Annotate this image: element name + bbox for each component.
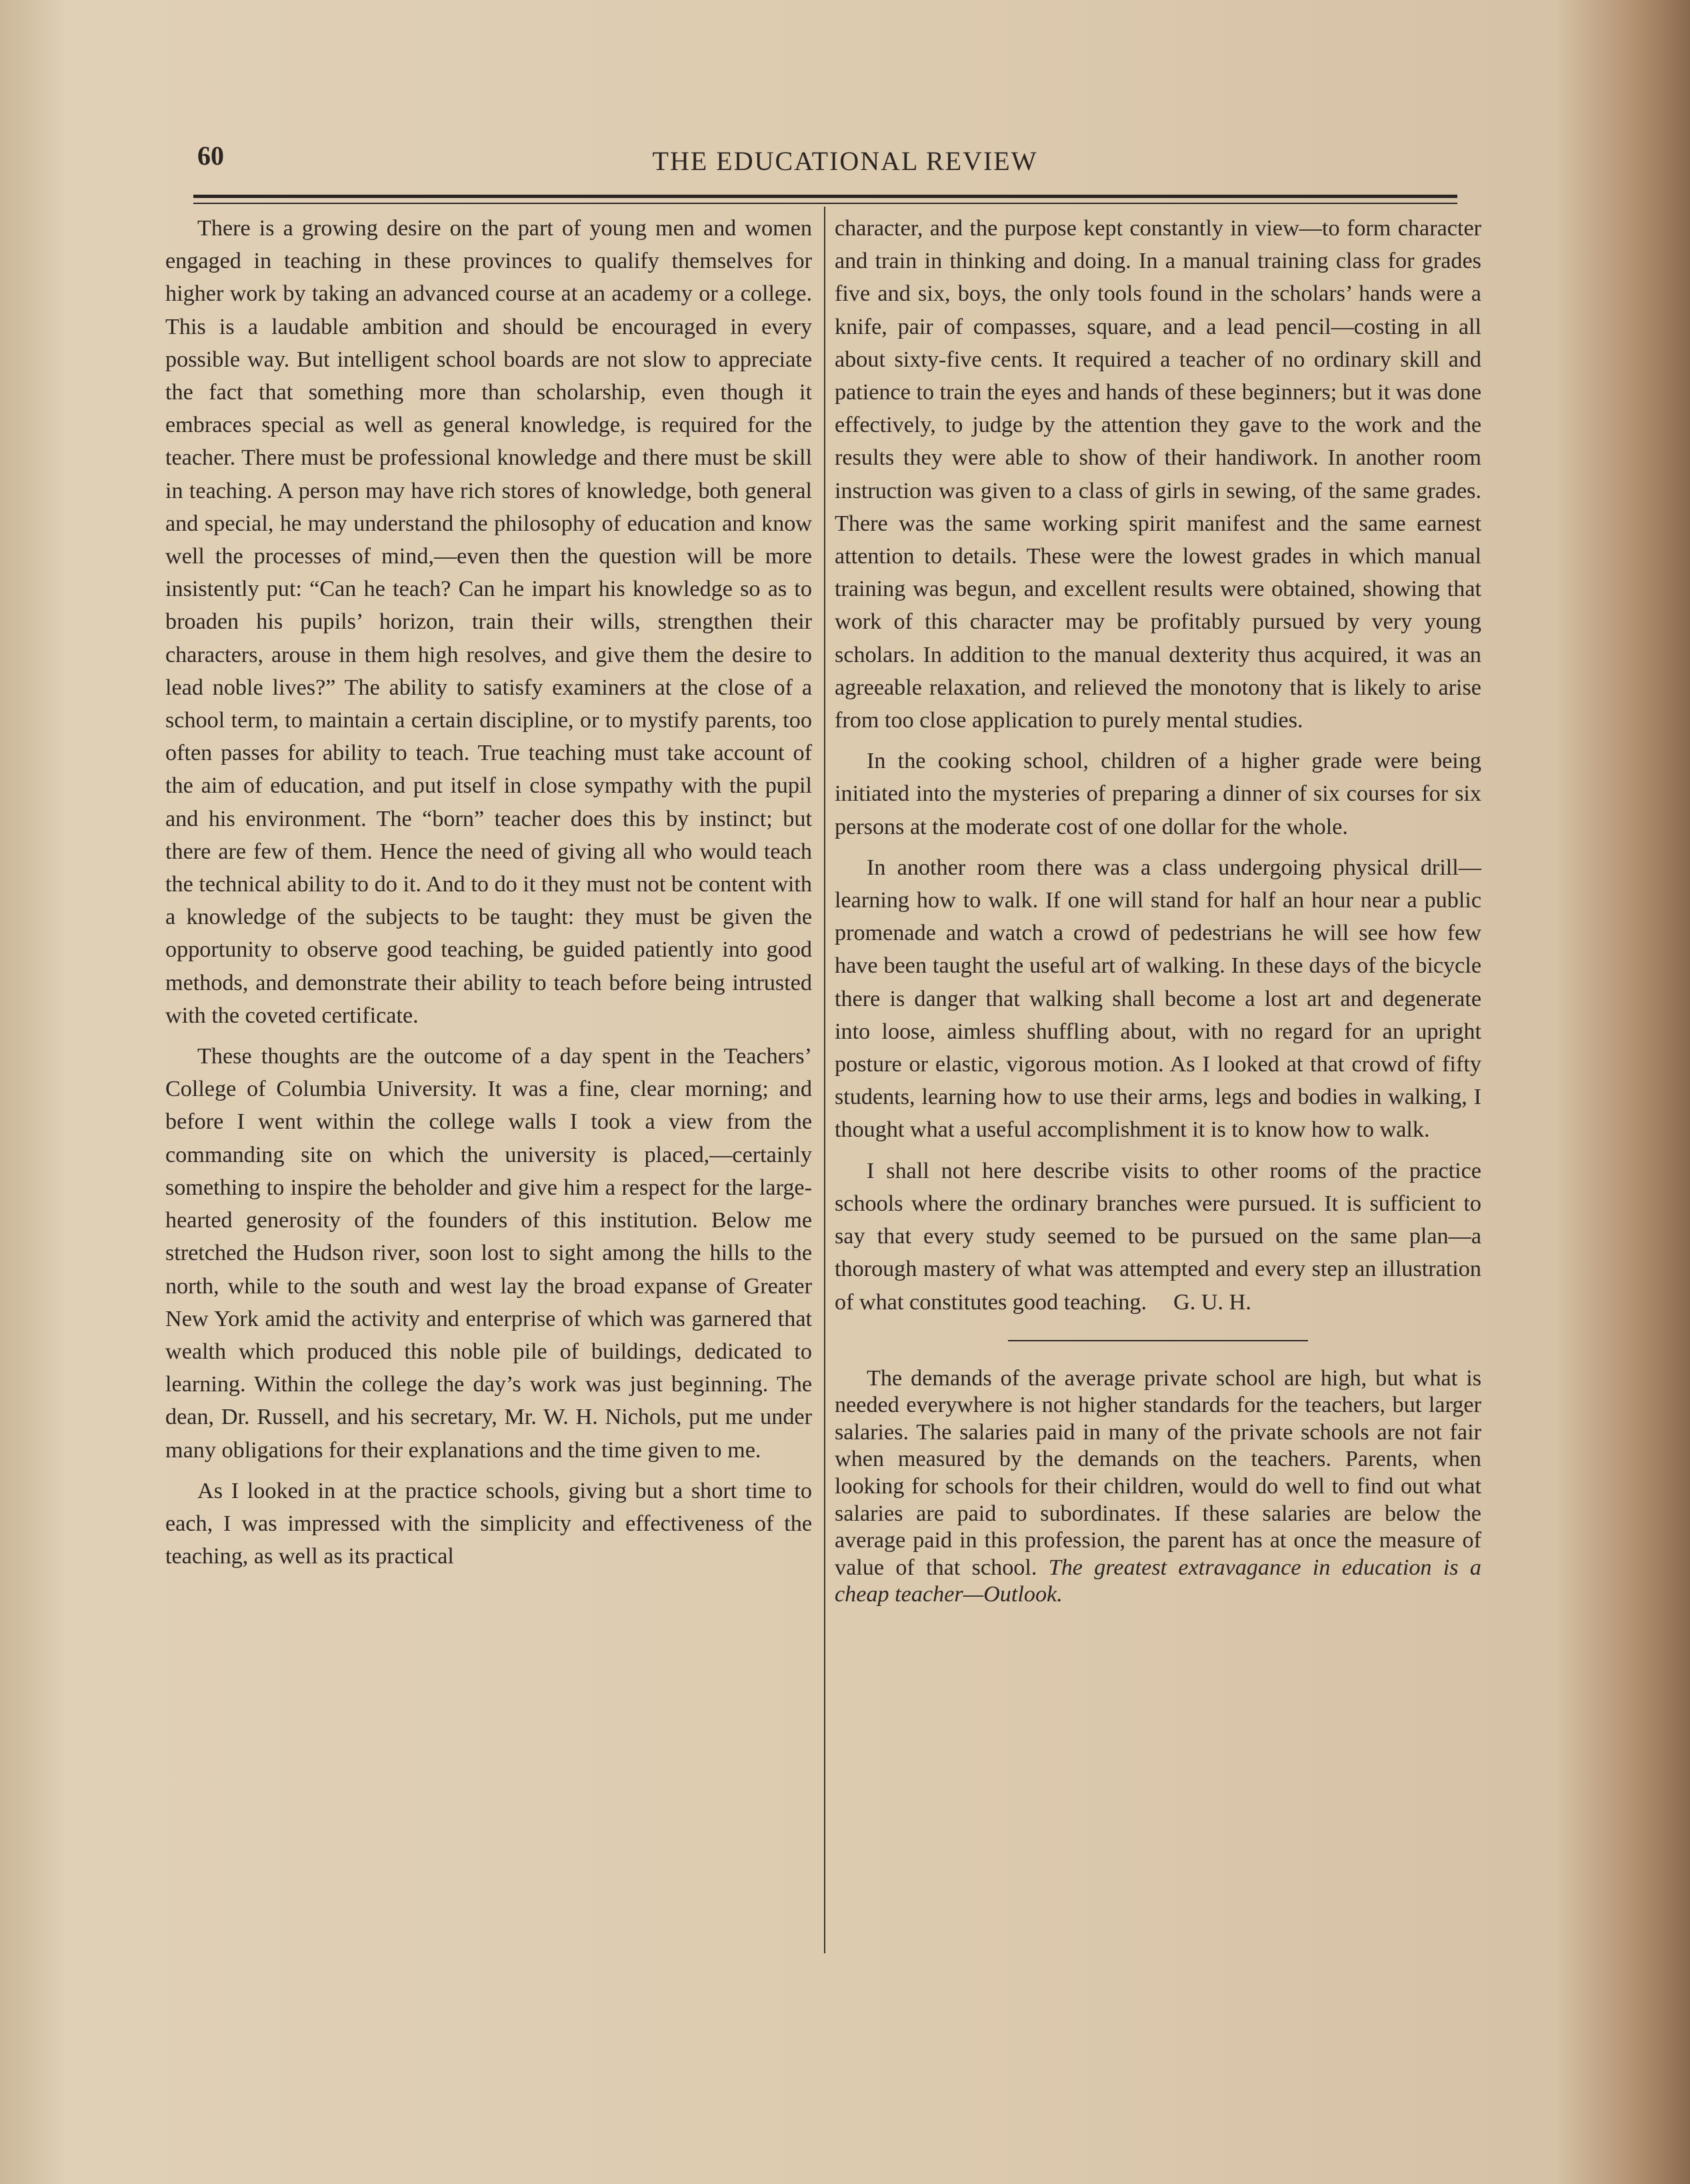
note-quote: The greatest extravagance in education is a cheap teacher—Outlook. <box>835 1555 1481 1607</box>
paragraph: There is a growing desire on the part of young men and women engaged in teaching in these provinces to qualify themselves for higher work by taking an advanced course at an academy or a college. This is a laudable ambition and should be encouraged in every possible way. But intelligent school boards are not slow to appreciate the fact that something more than scholarship, even though it embraces special as well as general knowledge, is required for the teacher. There must be professional knowledge and there must be skill in teaching. A person may have rich stores of knowledge, both general and special, he may understand the philosophy of education and know well the processes of mind,—even then the question will be more insistently put: “Can he teach? Can he impart his knowledge so as to broaden his pupils’ horizon, train their wills, strengthen their characters, arouse in them high resolves, and give them the desire to lead noble lives?” The ability to satisfy examiners at the close of a school term, to maintain a certain discipline, or to mystify parents, too often passes for ability to teach. True teaching must take account of the aim of education, and put itself in close sympathy with the pupil and his environment. The “born” teacher does this by instinct; but there are few of them. Hence the need of giving all who would teach the technical ability to do it. And to do it they must not be content with a knowledge of the subjects to be taught: they must be given the opportunity to observe good teaching, be guided patiently into good methods, and demonstrate their ability to teach before being intrusted with the coveted certificate. <box>165 216 812 1028</box>
note-text: The demands of the average private school are high, but what is needed everywhere is not higher standards for the teachers, but larger salaries. The salaries paid in many of the private schools are not fair when measured by the demands on the teachers. Parents, when looking for schools for their children, would do well to find out what salaries are paid to subordinates. If these salaries are below the average paid in this profession, the parent has at once the measure of value of that school. <box>835 1365 1481 1580</box>
paragraph-text: I shall not here describe visits to other rooms of the practice schools where the ordinary branches were pursued. It is sufficient to say that every study seemed to be pursued on the same plan—a thorough mastery of what was attempted and every step an illustration of what constitutes good teaching. <box>835 1158 1481 1315</box>
paragraph: In the cooking school, children of a higher grade were being initiated into the mysteries of preparing a dinner of six courses for six persons at the moderate cost of one dollar for the whole. <box>835 749 1481 839</box>
left-column <box>165 212 812 1581</box>
column-divider <box>824 207 825 1953</box>
page-number: 60 <box>197 141 224 171</box>
paragraph: These thoughts are the outcome of a day spent in the Teachers’ College of Columbia University. It was a fine, clear morning; and before I went within the college walls I took a view from the commanding site on which the university is placed,—certainly something to inspire the beholder and give him a respect for the large-hearted generosity of the founders of this institution. Below me stretched the Hudson river, soon lost to sight among the hills to the north, while to the south and west lay the broad expanse of Greater New York amid the activity and enterprise of which was garnered that wealth which produced this noble pile of buildings, dedicated to learning. Within the college the day’s work was just beginning. The dean, Dr. Russell, and his secretary, Mr. W. H. Nichols, put me under many obligations for their explanations and the time given to me. <box>165 1044 812 1463</box>
paragraph: As I looked in at the practice schools, giving but a short time to each, I was impressed with the simplicity and effectiveness of the teaching, as well as its practical <box>165 1478 812 1569</box>
right-column <box>835 212 1481 1617</box>
paragraph <box>835 1155 1481 1319</box>
paragraph: In another room there was a class undergoing physical drill—learning how to walk. If one will stand for half an hour near a public promenade and watch a crowd of pedestrians he will see how few have been taught the useful art of walking. In these days of the bicycle there is danger that walking shall become a lost art and degenerate into loose, aimless shuffling about, with no regard for an upright posture or elastic, vigorous motion. As I looked at that crowd of fifty students, learning how to use their arms, legs and bodies in walking, I thought what a useful accomplishment it is to know how to walk. <box>835 855 1481 1143</box>
quoted-note <box>835 1365 1481 1609</box>
page-header <box>0 140 1690 200</box>
section-divider <box>1008 1340 1308 1341</box>
header-rule-thick <box>193 195 1457 198</box>
header-rule-thin <box>193 203 1457 204</box>
journal-title: THE EDUCATIONAL REVIEW <box>652 146 1038 176</box>
author-signature: G. U. H. <box>1173 1289 1251 1315</box>
paragraph: character, and the purpose kept constantly in view—to form character and train in thinking and doing. In a manual training class for grades five and six, boys, the only tools found in the scholars’ hands were a knife, pair of compasses, square, and a lead pencil—costing in all about sixty-five cents. It required a teacher of no ordinary skill and patience to train the eyes and hands of these beginners; but it was done effectively, to judge by the attention they gave to the work and the results they were able to show of their handiwork. In another room instruction was given to a class of girls in sewing, of the same grades. There was the same working spirit manifest and the same earnest attention to details. These were the lowest grades in which manual training was begun, and excellent results were obtained, showing that work of this character may be profitably pursued by very young scholars. In addition to the manual dexterity thus acquired, it was an agreeable relaxation, and relieved the monotony that is likely to arise from too close application to purely mental studies. <box>835 216 1481 733</box>
